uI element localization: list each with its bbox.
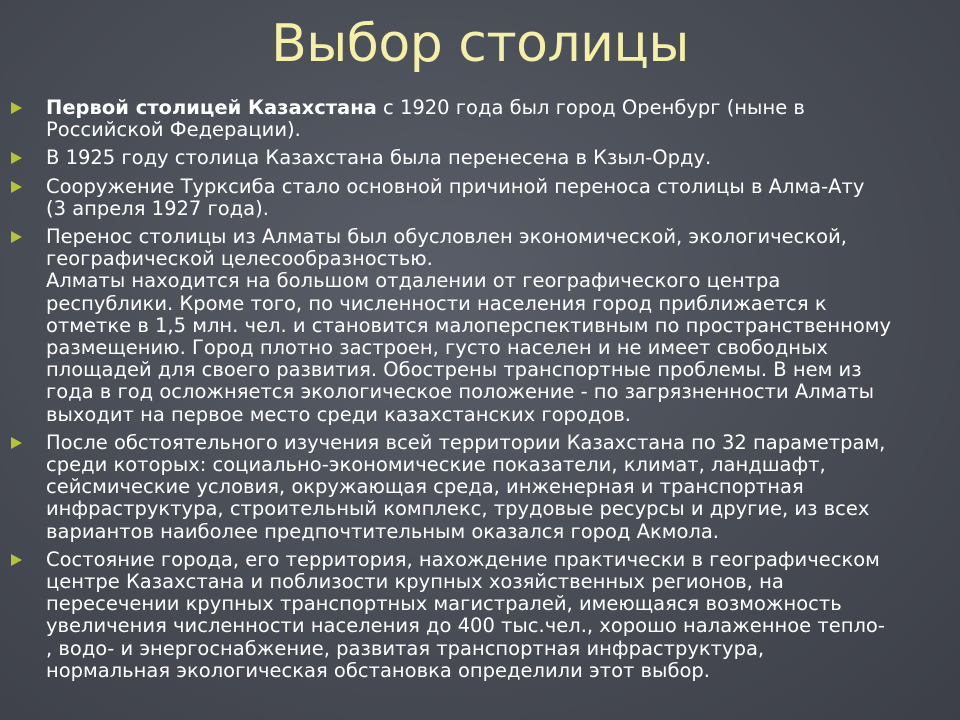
bullet-item	[0, 549, 960, 682]
bullet-text: Перенос столицы из Алматы был обусловлен экономической, экологической, географической целесообразностью. Алматы находится на большом отдалении от географического центра республики. Кроме того, по численности населения город приближается к отметке в 1,5 млн. чел. и становится малоперспективным по пространственному размещению. Город плотно застроен, густо населен и не имеет свободных площадей для своего развития. Обострены транспортные проблемы. В нем из года в год осложняется экологическое положение - по загрязненности Алматы выходит на первое место среди казахстанских городов.	[46, 225, 892, 426]
bullet-item	[0, 226, 960, 426]
triangle-bullet-icon	[11, 231, 22, 243]
triangle-bullet-icon	[11, 554, 22, 566]
bullet-bold-text: Первой столицей Казахстана	[46, 96, 377, 119]
bullet-text: В 1925 году столица Казахстана была перенесена в Кзыл-Орду.	[46, 146, 712, 170]
bullet-text: После обстоятельного изучения всей территории Казахстана по 32 параметрам, среди которых: социально-экономические показатели, климат, ландшафт, сейсмические условия, окружающая среда, инженерная и транспортная инфраструктура, строительный комплекс, трудовые ресурсы и другие, из всех вариантов наиболее предпочтительным оказался город Акмола.	[46, 430, 886, 543]
bullet-list	[0, 97, 960, 688]
bullet-item	[0, 432, 960, 543]
bullet-item	[0, 147, 960, 169]
triangle-bullet-icon	[11, 437, 22, 449]
bullet-item	[0, 97, 960, 141]
bullet-item	[0, 176, 960, 220]
triangle-bullet-icon	[11, 102, 22, 114]
bullet-text: Сооружение Турксиба стало основной причиной переноса столицы в Алма-Ату (3 апреля 1927 года).	[46, 174, 865, 220]
triangle-bullet-icon	[11, 181, 22, 193]
bullet-text: Состояние города, его территория, нахождение практически в географическом центре Казахстана и поблизости крупных хозяйственных регионов, на пересечении крупных транспортных магистралей, имеющаяся возможность увеличения численности населения до 400 тыс.чел., хорошо налаженное тепло- , водо- и энергоснабжение, развитая транспортная инфраструктура, нормальная экологическая обстановка определили этот выбор.	[46, 547, 885, 682]
slide-title: Выбор столицы	[271, 14, 689, 74]
triangle-bullet-icon	[11, 152, 22, 164]
bullet-text: с 1920 года был город Оренбург (ныне в Российской Федерации).	[46, 96, 805, 142]
